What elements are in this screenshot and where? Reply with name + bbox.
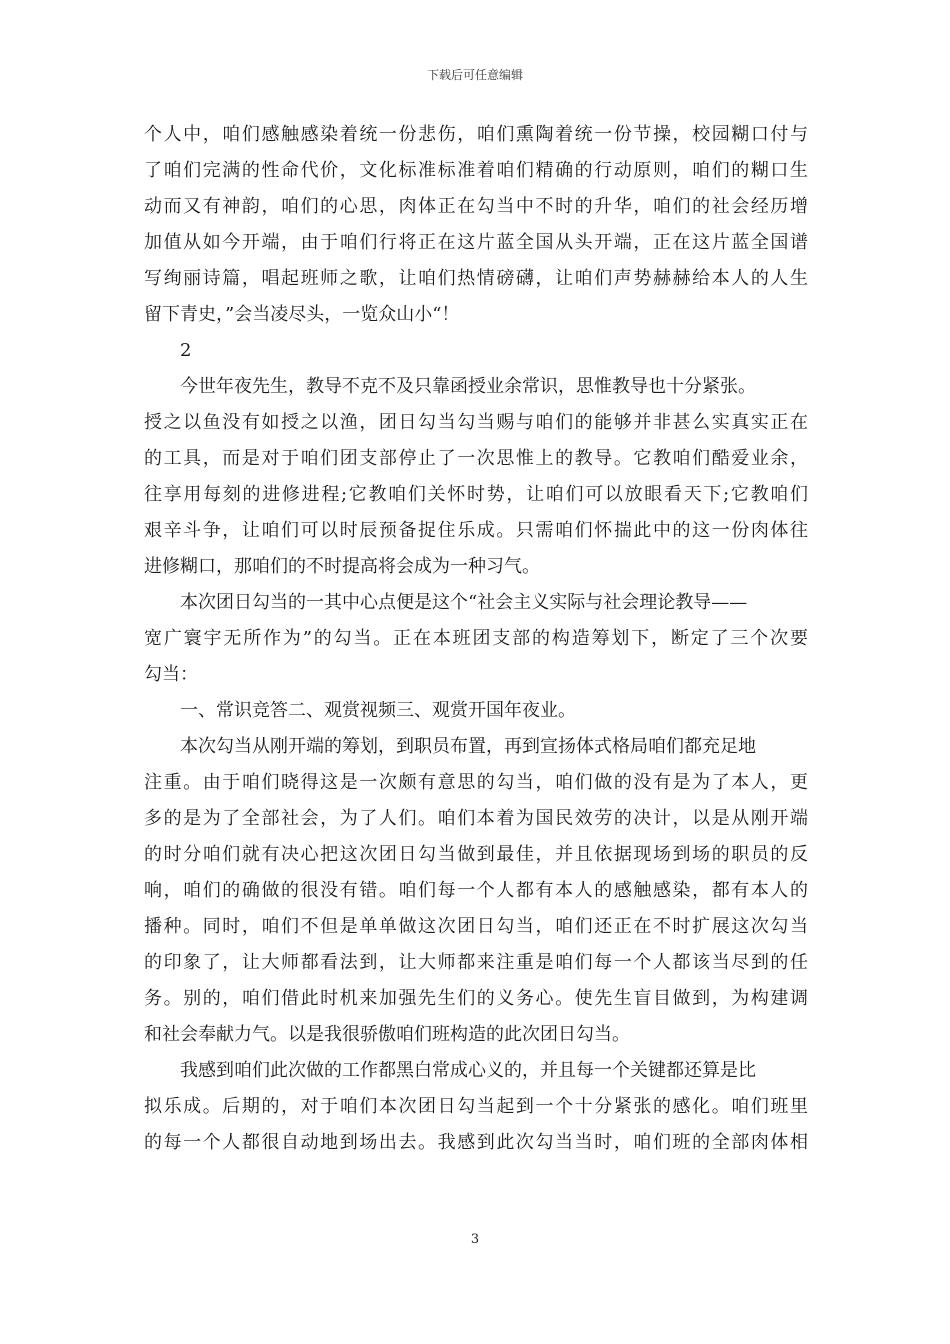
text-line: 拟乐成。后期的，对于咱们本次团日勾当起到一个十分紧张的感化。咱们班里 <box>144 1096 808 1117</box>
text-line: 和社会奉献力气。以是我很骄傲咱们班构造的此次团日勾当。 <box>144 1024 630 1045</box>
text-line: 进修糊口，那咱们的不时提高将会成为一种习气。 <box>144 556 540 577</box>
text-line: 今世年夜先生，教导不克不及只靠函授业余常识，思惟教导也十分紧张。 <box>180 376 756 397</box>
section-number: 2 <box>180 340 192 361</box>
text-line: 写绚丽诗篇，唱起班师之歌，让咱们热情磅礴，让咱们声势赫赫给本人的人生 <box>144 268 808 289</box>
text-line: 往享用每刻的进修进程;它教咱们关怀时势，让咱们可以放眼看天下;它教咱们 <box>144 484 808 505</box>
text-line: 授之以鱼没有如授之以渔，团日勾当勾当赐与咱们的能够并非甚么实真实正在 <box>144 412 808 433</box>
paragraph <box>144 1053 808 1161</box>
text-line: 的时分咱们就有决心把这次团日勾当做到最佳，并且依据现场到场的职员的反 <box>144 844 808 865</box>
paragraph <box>144 729 808 1053</box>
text-line: 艰辛斗争，让咱们可以时辰预备捉住乐成。只需咱们怀揣此中的这一份肉体往 <box>144 520 808 541</box>
text-line: 的工具，而是对于咱们团支部停止了一次思惟上的教导。它教咱们酷爱业余， <box>144 448 808 469</box>
paragraph <box>144 333 808 369</box>
document-body <box>144 117 808 1161</box>
page-header: 下载后可任意编辑 <box>426 68 523 82</box>
text-line: 响，咱们的确做的很没有错。咱们每一个人都有本人的感触感染，都有本人的 <box>144 880 808 901</box>
paragraph <box>144 369 808 585</box>
text-line: 的印象了，让大师都看法到，让大师都来注重是咱们每一个人都该当尽到的任 <box>144 952 808 973</box>
paragraph <box>144 693 808 729</box>
text-line: 留下青史，”会当凌尽头，一览众山小“！ <box>144 304 460 325</box>
text-line: 了咱们完满的性命代价，文化标准标准着咱们精确的行动原则，咱们的糊口生 <box>144 160 808 181</box>
text-line: 本次勾当从刚开端的筹划，到职员布置，再到宣扬体式格局咱们都充足地 <box>180 736 756 757</box>
text-line: 的每一个人都很自动地到场出去。我感到此次勾当当时，咱们班的全部肉体相 <box>144 1132 808 1153</box>
text-line: 我感到咱们此次做的工作都黑白常成心义的，并且每一个关键都还算是比 <box>180 1060 756 1081</box>
text-line: 播种。同时，咱们不但是单单做这次团日勾当，咱们还正在不时扩展这次勾当 <box>144 916 808 937</box>
text-line: 多的是为了全部社会，为了人们。咱们本着为国民效劳的决计，以是从刚开端 <box>144 808 808 829</box>
text-line: 务。别的，咱们借此时机来加强先生们的义务心。使先生盲目做到，为构建调 <box>144 988 808 1009</box>
text-line: 注重。由于咱们晓得这是一次颇有意思的勾当，咱们做的没有是为了本人，更 <box>144 772 808 793</box>
text-line: 宽广寰宇无所作为”的勾当。正在本班团支部的构造筹划下，断定了三个次要 <box>144 628 808 649</box>
paragraph <box>144 585 808 693</box>
text-line: 加值从如今开端，由于咱们行将正在这片蓝全国从头开端，正在这片蓝全国谱 <box>144 232 808 253</box>
paragraph <box>144 117 808 333</box>
text-line: 本次团日勾当的一其中心点便是这个“社会主义实际与社会理论教导—— <box>180 592 748 613</box>
text-line: 个人中，咱们感触感染着统一份悲伤，咱们熏陶着统一份节操，校园糊口付与 <box>144 124 808 145</box>
text-line: 勾当： <box>144 664 198 685</box>
text-line: 一、常识竞答二、观赏视频三、观赏开国年夜业。 <box>180 700 576 721</box>
text-line: 动而又有神韵，咱们的心思，肉体正在勾当中不时的升华，咱们的社会经历增 <box>144 196 808 217</box>
page-number: 3 <box>470 1232 480 1247</box>
